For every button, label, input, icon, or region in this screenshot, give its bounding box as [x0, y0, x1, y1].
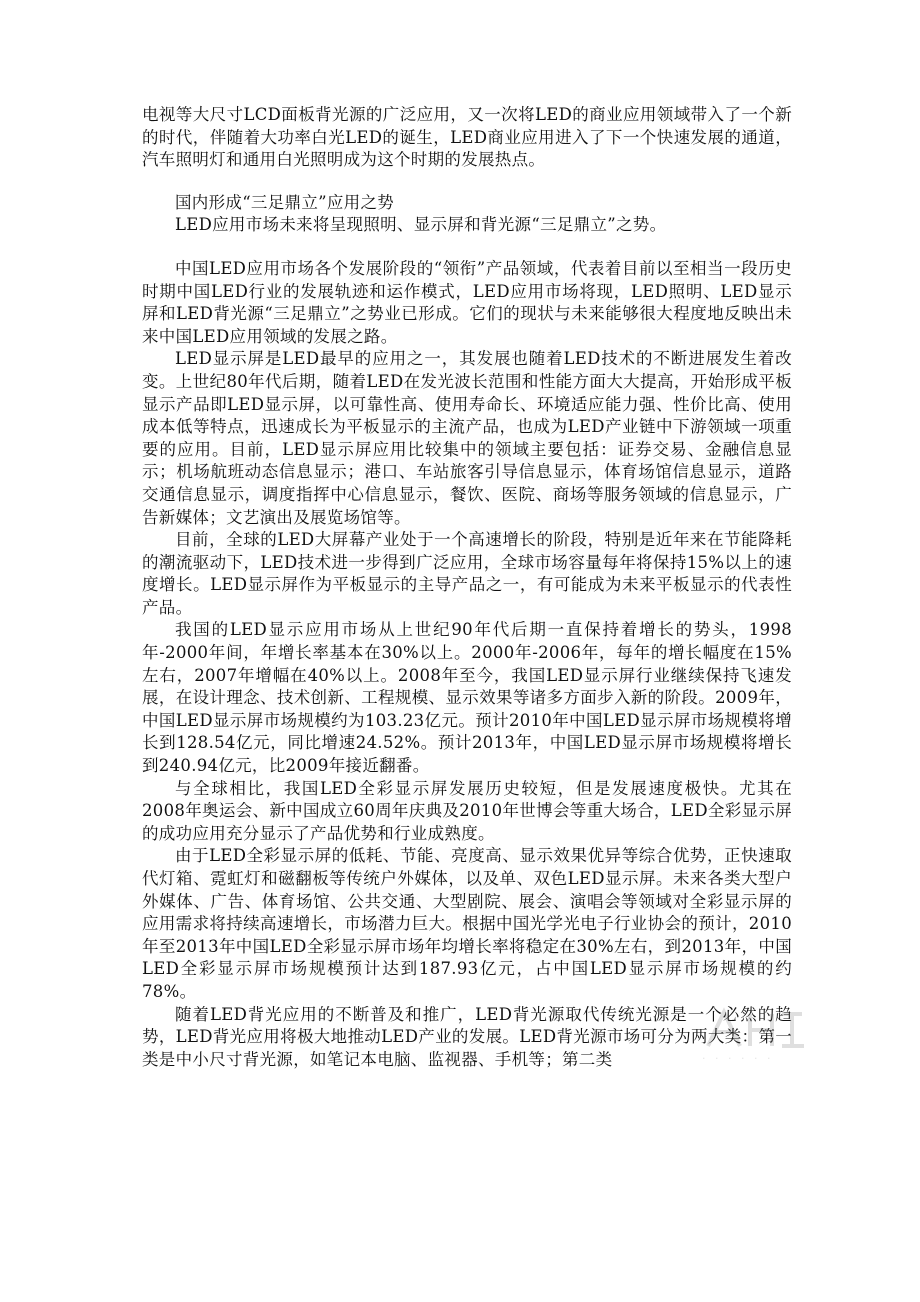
watermark-logo: [702, 1006, 812, 1068]
paragraph-intro: 电视等大尺寸LCD面板背光源的广泛应用，又一次将LED的商业应用领域带入了一个新的时代，伴随着大功率白光LED的诞生，LED商业应用进入了下一个快速发展的通道，汽车照明灯和通用白光照明成为这个时期的发展热点。: [142, 105, 792, 170]
section-subheading: LED应用市场未来将呈现照明、显示屏和背光源“三足鼎立”之势。: [175, 215, 667, 235]
watermark-graphic: [702, 1006, 812, 1052]
paragraph-global-market: 目前，全球的LED大屏幕产业处于一个高速增长的阶段，特别是近年来在节能降耗的潮流驱动下，LED技术进一步得到广泛应用，全球市场容量每年将保持15%以上的速度增长。LED显示屏作为平板显示的主导产品之一，有可能成为未来平板显示的代表性产品。: [142, 530, 792, 617]
paragraph-china-market: 我国的LED显示应用市场从上世纪90年代后期一直保持着增长的势头，1998年-2000年间，年增长率基本在30%以上。2000年-2006年，每年的增长幅度在15%左右，2007年增幅在40%以上。2008年至今，我国LED显示屏行业继续保持飞速发展，在设计理念、技术创新、工程规模、显示效果等诸多方面步入新的阶段。2009年，中国LED显示屏市场规模约为103.23亿元。预计2010年中国LED显示屏市场规模将增长到128.54亿元，同比增速24.52%。预计2013年，中国LED显示屏市场规模将增长到240.94亿元，比2009年接近翻番。: [142, 620, 792, 776]
watermark-caption: · · · · · ·: [702, 1052, 774, 1065]
paragraph-display-history: LED显示屏是LED最早的应用之一，其发展也随着LED技术的不断进展发生着改变。上世纪80年代后期，随着LED在发光波长范围和性能方面大大提高，开始形成平板显示产品即LED显示屏，以可靠性高、使用寿命长、环境适应能力强、性价比高、使用成本低等特点，迅速成长为平板显示的主流产品，也成为LED产业链中下游领域一项重要的应用。目前，LED显示屏应用比较集中的领域主要包括：证券交易、金融信息显示；机场航班动态信息显示；港口、车站旅客引导信息显示，体育场馆信息显示，道路交通信息显示，调度指挥中心信息显示，餐饮、医院、商场等服务领域的信息显示，广告新媒体；文艺演出及展览场馆等。: [142, 349, 792, 527]
paragraph-full-color-forecast: 由于LED全彩显示屏的低耗、节能、亮度高、显示效果优异等综合优势，正快速取代灯箱、霓虹灯和磁翻板等传统户外媒体，以及单、双色LED显示屏。未来各类大型户外媒体、广告、体育场馆、公共交通、大型剧院、展会、演唱会等领域对全彩显示屏的应用需求将持续高速增长，市场潜力巨大。根据中国光学光电子行业协会的预计，2010年至2013年中国LED全彩显示屏市场年均增长率将稳定在30%左右，到2013年，中国LED全彩显示屏市场规模预计达到187.93亿元，占中国LED显示屏市场规模的约78%。: [142, 846, 792, 1001]
document-body: [142, 104, 792, 1071]
paragraph-full-color: 与全球相比，我国LED全彩显示屏发展历史较短，但是发展速度极快。尤其在2008年奥运会、新中国成立60周年庆典及2010年世博会等重大场合，LED全彩显示屏的成功应用充分显示了产品优势和行业成熟度。: [142, 778, 792, 843]
section-heading: 国内形成“三足鼎立”应用之势: [175, 192, 395, 212]
paragraph-three-pillars: 中国LED应用市场各个发展阶段的“领衔”产品领域，代表着目前以至相当一段历史时期中国LED行业的发展轨迹和运作模式，LED应用市场将现，LED照明、LED显示屏和LED背光源“三足鼎立”之势业已形成。它们的现状与未来能够很大程度地反映出未来中国LED应用领域的发展之路。: [142, 258, 792, 346]
paragraph-backlight: 随着LED背光应用的不断普及和推广，LED背光源取代传统光源是一个必然的趋势，LED背光应用将极大地推动LED产业的发展。LED背光源市场可分为两大类：第一类是中小尺寸背光源，如笔记本电脑、监视器、手机等；第二类: [142, 1004, 792, 1069]
